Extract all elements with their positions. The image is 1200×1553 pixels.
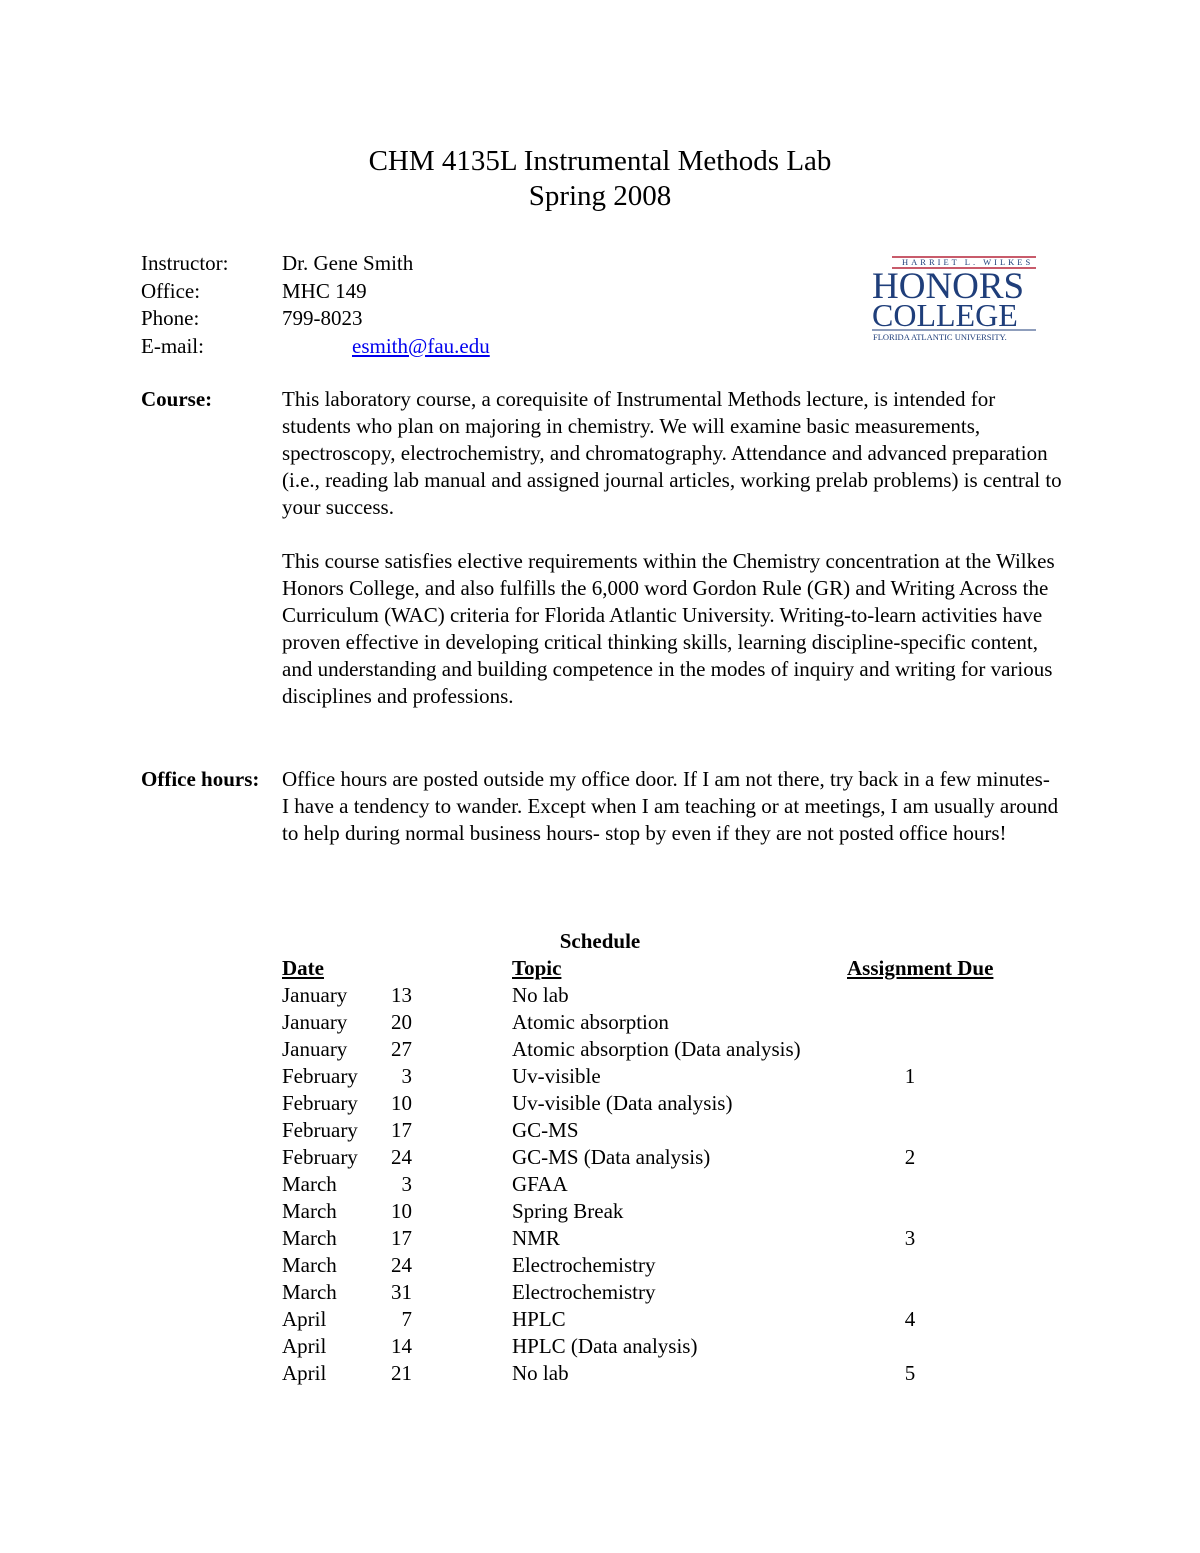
course-paragraph: This course satisfies elective requirements within the Chemistry concentration at the Wilkes Honors College, and also fulfills the 6,000 word Gordon Rule (GR) and Writing Across the Curriculum (WAC) criteria for Florida Atlantic University. Writing-to-learn activities have proven effective in developing critical thinking skills, learning discipline-specific content, and understanding and building competence in the modes of inquiry and writing for various disciplines and professions. — [282, 549, 1055, 708]
schedule-topic: HPLC — [512, 1307, 566, 1331]
schedule-row — [0, 1333, 1200, 1360]
schedule-row — [0, 1252, 1200, 1279]
schedule-date-day: 10 — [391, 1199, 412, 1223]
schedule-date-month: January — [282, 1010, 348, 1034]
schedule-assignment-due: 2 — [904, 1145, 916, 1169]
schedule-row — [0, 1117, 1200, 1144]
schedule-row — [0, 1225, 1200, 1252]
schedule-row — [0, 1090, 1200, 1117]
schedule-row — [0, 982, 1200, 1009]
contact-label: Office: — [141, 278, 201, 303]
email-label: E-mail: — [141, 333, 204, 358]
office-hours-label: Office hours: — [141, 767, 260, 791]
contact-value: Dr. Gene Smith — [282, 251, 414, 275]
document-header — [0, 144, 1200, 214]
course-term: Spring 2008 — [528, 180, 672, 212]
schedule-date-day: 21 — [391, 1361, 412, 1385]
contact-row — [141, 305, 490, 333]
schedule-topic: GC-MS (Data analysis) — [512, 1145, 711, 1169]
schedule-topic: No lab — [512, 983, 569, 1007]
schedule-row — [0, 1036, 1200, 1063]
schedule-row — [0, 1144, 1200, 1171]
schedule-topic: HPLC (Data analysis) — [512, 1334, 698, 1358]
schedule-topic: No lab — [512, 1361, 569, 1385]
schedule-row — [0, 1306, 1200, 1333]
schedule-row — [0, 1171, 1200, 1198]
contact-label: Instructor: — [141, 251, 229, 275]
schedule-date-month: March — [282, 1253, 337, 1277]
schedule-date-day: 20 — [391, 1010, 412, 1034]
schedule-date-month: February — [282, 1091, 358, 1115]
contact-row — [141, 278, 490, 306]
schedule-date-month: January — [282, 1037, 348, 1061]
email-link[interactable]: esmith@fau.edu — [352, 333, 490, 358]
schedule-topic: Atomic absorption — [512, 1010, 669, 1034]
schedule-topic: Electrochemistry — [512, 1280, 656, 1304]
schedule-date-month: April — [282, 1361, 327, 1385]
schedule-date-day: 3 — [401, 1172, 412, 1196]
schedule-date-month: March — [282, 1280, 337, 1304]
email-row — [141, 333, 490, 361]
contact-value: 799-8023 — [282, 306, 363, 330]
logo-line1: HONORS — [872, 266, 1025, 307]
course-label: Course: — [141, 387, 213, 411]
honors-college-logo — [870, 254, 1038, 344]
course-section — [141, 386, 1071, 710]
schedule-row — [0, 1009, 1200, 1036]
schedule-date-month: February — [282, 1118, 358, 1142]
schedule-assignment-due: 3 — [904, 1226, 916, 1250]
schedule-date-day: 27 — [391, 1037, 412, 1061]
contact-label: Phone: — [141, 306, 200, 330]
office-hours-section — [141, 766, 1071, 847]
schedule-row — [0, 1279, 1200, 1306]
schedule-date-day: 17 — [391, 1118, 412, 1142]
schedule-assignment-due: 5 — [904, 1361, 916, 1385]
schedule-assignment-due: 1 — [904, 1064, 916, 1088]
schedule-date-month: January — [282, 983, 348, 1007]
schedule-assignment-due: 4 — [904, 1307, 916, 1331]
topic-header: Topic — [512, 956, 562, 980]
schedule-date-day: 7 — [401, 1307, 412, 1331]
schedule-date-day: 3 — [401, 1064, 412, 1088]
schedule-row — [0, 1063, 1200, 1090]
contact-info — [141, 250, 490, 360]
schedule-date-day: 24 — [391, 1253, 412, 1277]
schedule-topic: Uv-visible — [512, 1064, 601, 1088]
contact-value: MHC 149 — [282, 278, 367, 303]
course-paragraph: This laboratory course, a corequisite of Instrumental Methods lecture, is intended for students who plan on majoring in chemistry. We will examine basic measurements, spectroscopy, electrochemistry, and chromatography. Attendance and advanced preparation (i.e., reading lab manual and assigned journal articles, working prelab problems) is central to your success. — [282, 387, 1062, 519]
schedule-date-day: 13 — [391, 983, 412, 1007]
schedule-date-month: March — [282, 1226, 337, 1250]
schedule-title: Schedule — [559, 929, 641, 953]
schedule-topic: Electrochemistry — [512, 1253, 656, 1277]
schedule-date-month: February — [282, 1064, 358, 1088]
schedule-date-day: 14 — [391, 1334, 412, 1358]
schedule-date-month: February — [282, 1145, 358, 1169]
schedule-row — [0, 1198, 1200, 1225]
course-title: CHM 4135L Instrumental Methods Lab — [368, 145, 832, 177]
schedule-date-day: 17 — [391, 1226, 412, 1250]
schedule-topic: Atomic absorption (Data analysis) — [512, 1037, 801, 1061]
schedule-header-row — [0, 955, 1200, 982]
assignment-due-header: Assignment Due — [847, 956, 994, 980]
logo-top-text: HARRIET L. WILKES — [902, 257, 1034, 267]
schedule-rows — [0, 982, 1200, 1387]
course-description — [282, 386, 1062, 710]
schedule-date-month: March — [282, 1172, 337, 1196]
schedule-date-day: 24 — [391, 1145, 412, 1169]
schedule-topic: GC-MS — [512, 1118, 579, 1142]
schedule-date-day: 31 — [391, 1280, 412, 1304]
schedule-date-month: April — [282, 1334, 327, 1358]
schedule-date-month: March — [282, 1199, 337, 1223]
schedule-topic: NMR — [512, 1226, 560, 1250]
schedule-row — [0, 1360, 1200, 1387]
schedule-topic: Spring Break — [512, 1199, 624, 1223]
date-header: Date — [282, 956, 324, 980]
schedule-table — [0, 928, 1200, 1387]
logo-bottom-text: FLORIDA ATLANTIC UNIVERSITY. — [873, 332, 1007, 342]
office-hours-paragraph: Office hours are posted outside my office door. If I am not there, try back in a few minutes- I have a tendency to wander. Except when I am teaching or at meetings, I am usually around to help during normal business hours- stop by even if they are not posted office hours! — [282, 767, 1059, 845]
schedule-topic: Uv-visible (Data analysis) — [512, 1091, 733, 1115]
schedule-topic: GFAA — [512, 1172, 568, 1196]
schedule-date-month: April — [282, 1307, 327, 1331]
contact-row — [141, 250, 490, 278]
logo-line2: COLLEGE — [872, 297, 1018, 333]
office-hours-text — [282, 766, 1062, 847]
schedule-date-day: 10 — [391, 1091, 412, 1115]
